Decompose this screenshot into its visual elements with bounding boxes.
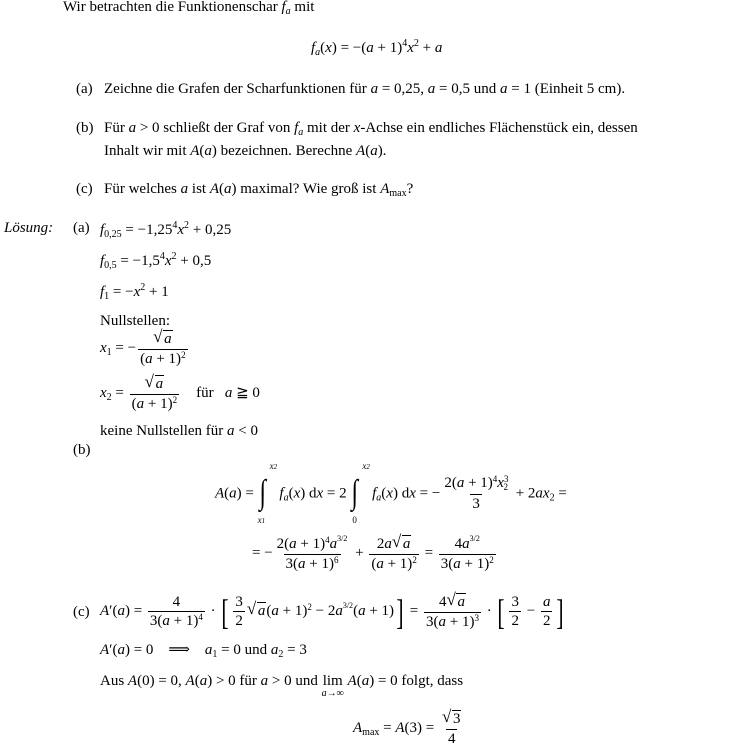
lim-word: lim [322, 673, 343, 689]
task-b-text-2: Inhalt wir mit A(a) bezeichnen. Berechne A(a). [104, 143, 387, 159]
intro-after: mit [294, 0, 315, 15]
solution-c-line1: A′(a) = $\frac{4}{3(a + 1)^4}$ · [ $\frac{3}{2}$ √ $a(a + 1)^2 - 2a^{3/2}(a + 1)$] = $\frac{4√ a}{3(a + 1)^3}$ · [ $\frac{3}{2}$ − $\frac{a}{2}$ ] [100, 593, 566, 630]
task-a-label: (a) [76, 81, 93, 97]
c-folgt: folgt, dass [401, 673, 464, 689]
solution-nullstellen: Nullstellen: [100, 313, 170, 329]
x2-fuer: für [196, 384, 214, 401]
solution-x2: $x_2$ = √ $\frac{a}{(a + 1)^2}$ für a ≧ 0 [100, 375, 260, 412]
solution-b-label: (b) [73, 442, 91, 458]
solution-b-line1: A(a) = ∫ x2 x1 $f_a(x)$ dx = 2 ∫ x2 0 $f_a(x)$ dx = − $\frac{2(a + 1)^4x^3_2}{3}$ + $2ax_2$ = [215, 461, 567, 525]
task-b-label: (b) [76, 120, 94, 136]
c-aus: Aus [100, 673, 125, 689]
solution-f05: $f_{0,5} = -1,5^4x^2 + 0,5$ [100, 251, 212, 271]
task-function: $f_a(x) = -(a + 1)^4x^2 + a$ [311, 38, 443, 58]
task-b-text-1: Für a > 0 schließt der Graf von $f_a$ mit der x-Achse ein endliches Flächenstück ein, dessen [104, 120, 638, 138]
amax-sub: max [362, 726, 380, 738]
solution-a-label: (a) [73, 220, 90, 236]
solution-label: Lösung: [4, 220, 54, 236]
lim-under: a→∞ [321, 687, 344, 699]
solution-c-line2: A′(a) = 0 ⟹ $a_1 = 0$ und $a_2 = 3$ [100, 642, 307, 660]
task-c-label: (c) [76, 181, 93, 197]
solution-f025: $f_{0,25} = -1,25^4x^2 + 0,25$ [100, 220, 232, 240]
solution-b-line2: = − $\frac{2(a + 1)^4a^{3/2}}{3(a + 1)^6}$ + $\frac{2a√ a}{(a + 1)^2}$ = $\frac{4a^{3/2}}{3(a + 1)^2}$ [252, 535, 498, 572]
intro-text: Wir betrachten die Funktionenschar [63, 0, 278, 15]
c-und: und [244, 642, 268, 658]
intro-symbol: f [281, 0, 286, 15]
intro-symbol-sub: a [285, 6, 291, 17]
task-a-text: Zeichne die Grafen der Scharfunktionen für a = 0,25, a = 0,5 und a = 1 (Einheit 5 cm). [104, 81, 626, 97]
solution-c-line3: Aus A(0) = 0, A(a) > 0 für a > 0 und lim a→∞ A(a) = 0 folgt, dass [100, 673, 464, 699]
solution-keine: keine Nullstellen für a < 0 [100, 423, 259, 439]
solution-c-label: (c) [73, 604, 90, 620]
intro-line [63, 0, 314, 17]
solution-f1: $f_1 = -x^2 + 1$ [100, 282, 169, 302]
solution-amax: $A_{max} = A(3)$ = √ $\frac{3}{4}$ [353, 710, 465, 747]
task-c-text: Für welches a ist A(a) maximal? Wie groß ist $A_{max}$? [104, 181, 414, 199]
solution-x1: $x_1$ = − √ $\frac{a}{(a + 1)^2}$ [100, 330, 190, 367]
